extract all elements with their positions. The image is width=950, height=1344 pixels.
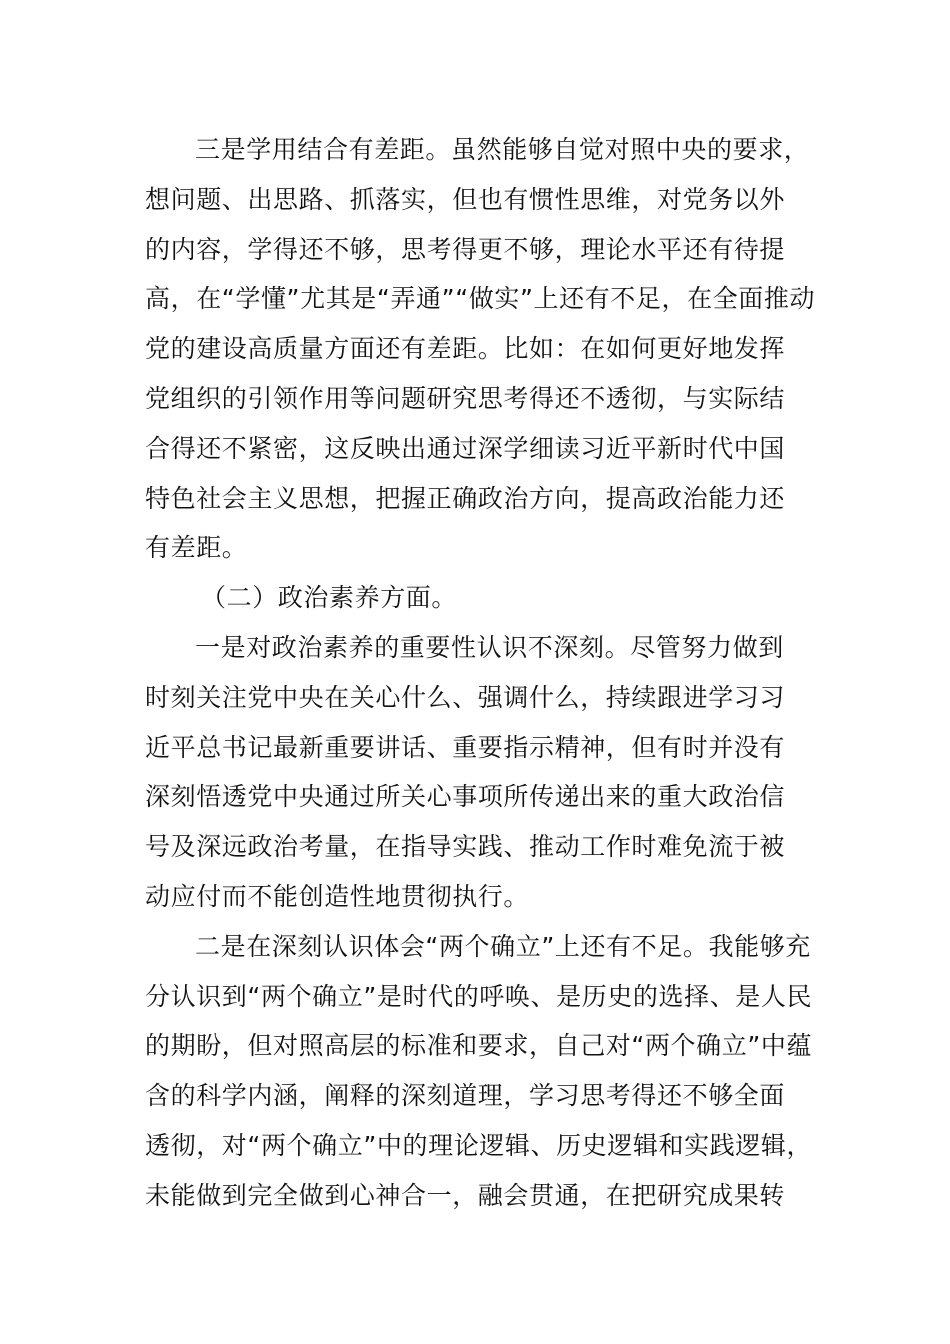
text-line: 合得还不紧密，这反映出通过深学细读习近平新时代中国	[145, 433, 786, 463]
text-line: 深刻悟透党中央通过所关心事项所传递出来的重大政治信	[145, 782, 786, 812]
text-line: 透彻，对“两个确立”中的理论逻辑、历史逻辑和实践逻辑，	[145, 1130, 813, 1160]
text-line: 号及深远政治考量，在指导实践、推动工作时难免流于被	[145, 832, 786, 862]
text-line: 有差距。	[145, 533, 248, 563]
text-line: 高，在“学懂”尤其是“弄通”“做实”上还有不足，在全面推动	[145, 284, 816, 314]
text-line: 动应付而不能创造性地贯彻执行。	[145, 881, 530, 911]
text-line: 未能做到完全做到心神合一，融会贯通，在把研究成果转	[145, 1180, 786, 1210]
text-line: 三是学用结合有差距。虽然能够自觉对照中央的要求，	[195, 135, 810, 164]
text-line: 特色社会主义思想，把握正确政治方向，提高政治能力还	[145, 483, 786, 513]
text-line: 含的科学内涵，阐释的深刻道理，学习思考得还不够全面	[145, 1081, 786, 1111]
text-line: 分认识到“两个确立”是时代的呼唤、是历史的选择、是人民	[145, 981, 813, 1011]
text-line: 一是对政治素养的重要性认识不深刻。尽管努力做到	[195, 632, 784, 662]
text-line: 党的建设高质量方面还有差距。比如：在如何更好地发挥	[145, 334, 786, 364]
document-body	[145, 125, 816, 1221]
text-line: 二是在深刻认识体会“两个确立”上还有不足。我能够充	[195, 931, 811, 961]
text-line: 的期盼，但对照高层的标准和要求，自己对“两个确立”中蕴	[145, 1031, 813, 1061]
text-line: 的内容，学得还不够，思考得更不够，理论水平还有待提	[145, 234, 786, 264]
text-line: 近平总书记最新重要讲话、重要指示精神，但有时并没有	[145, 732, 786, 762]
section-heading: （二）政治素养方面。	[201, 583, 458, 613]
text-line: 想问题、出思路、抓落实，但也有惯性思维，对党务以外	[145, 184, 786, 214]
text-line: 党组织的引领作用等问题研究思考得还不透彻，与实际结	[145, 383, 786, 413]
text-line: 时刻关注党中央在关心什么、强调什么，持续跟进学习习	[145, 682, 786, 712]
